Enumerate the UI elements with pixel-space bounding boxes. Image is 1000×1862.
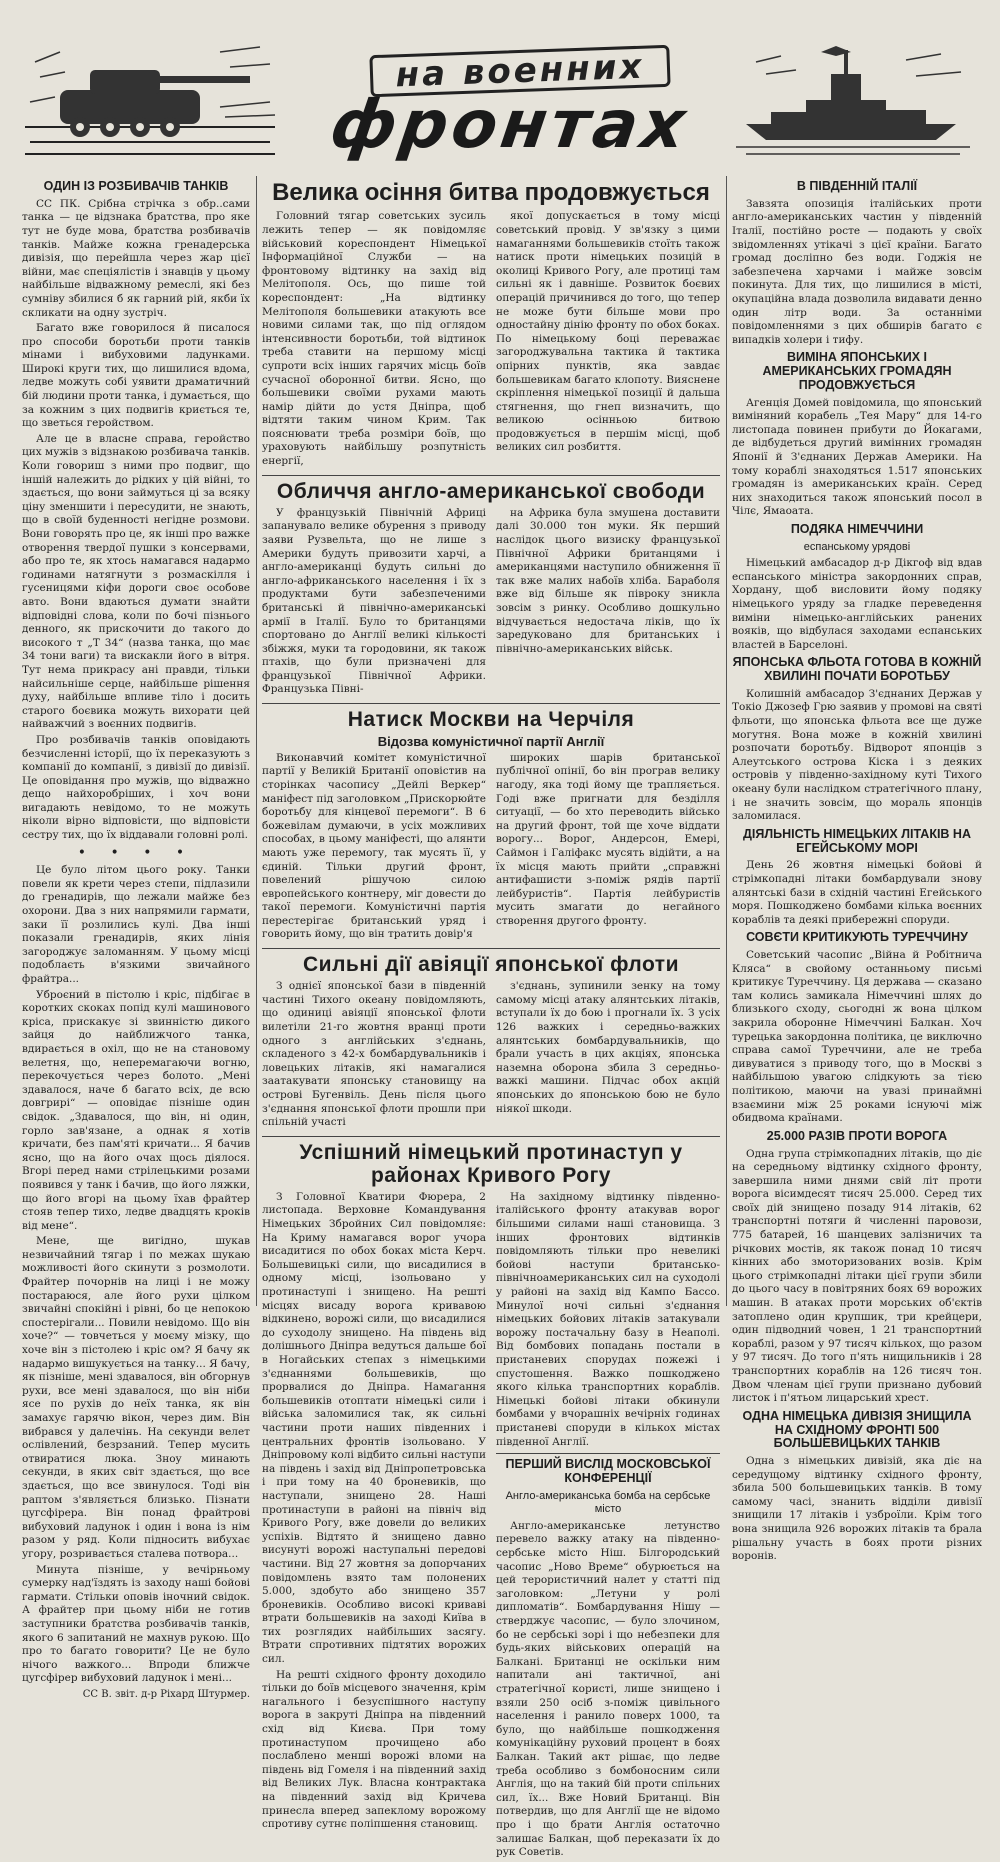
article-paragraph: Колишній амбасадор З'єднаних Держав у Токіо Джозеф Грю заявив у промові на святі фльоти, що японська фльота все ще дуже могутня. Вона може в кожній хвилині розпочати боротьбу. Відворот японців з Алеутського острова Кіска і з деяких островів у південно-західному куті Тихого океану були наслідком стратегічного плану, і не значить зовсім, що мораль японців заломилася. xyxy=(732,687,982,823)
column-right xyxy=(732,176,982,1563)
article-body xyxy=(262,507,720,699)
article-heading: ВИМІНА ЯПОНСЬКИХ І АМЕРИКАНСЬКИХ ГРОМАДЯН ПРОДОВЖУЄТЬСЯ xyxy=(762,350,952,392)
masthead-main-title: фронтах xyxy=(326,86,694,163)
article-paragraph: СС ПК. Срібна стрічка з обр..сами танка — це відзнака братства, про яке тут не буде мова, братства розбивачів танків. Майже кожна гренадерська дивізія, що перейшла через жар цієї війни, має спеціялістів і знавців у цьому найбільше відважному ремеслі, які без сумніву збилися б як гарний рій, якби їх скликати на одну зустріч. xyxy=(22,197,250,319)
section-rule xyxy=(262,1136,720,1137)
column-left xyxy=(22,176,250,1700)
tank-drawing-icon xyxy=(20,32,280,162)
article-body xyxy=(262,980,720,1132)
article-heading: В ПІВДЕННІЙ ІТАЛІЇ xyxy=(796,179,918,193)
article-paragraph: широких шарів британської публічної опінії, бо він програв велику нагоду, яка тоді йому ще трапляється. Годі вже пригнати для безділля ситуації, — бо хто переводить військо на другий фронт, той ще хоче віддати ворогу... Ворог, Андерсон, Емері, Саймон і Галіфакс мусять відійти, а на їх місця мають прийти „справжні антифашисти з-поміж рядів партії лейбуристів“. Партія лейбуристів мусить змагати до негайного створення другого фронту. xyxy=(496,751,720,927)
headline-moscow-pressure: Натиск Москви на Черчіля xyxy=(347,708,635,732)
headline-kryvyi-rih-counteroffensive: Успішний німецький протинаступ у районах Кривого Рогу xyxy=(299,1140,683,1187)
section-rule xyxy=(496,1453,720,1454)
article-heading: ПОДЯКА НІМЕЧЧИНИ xyxy=(790,521,924,536)
masthead-title xyxy=(320,24,700,163)
section-rule xyxy=(262,948,720,949)
section-divider: • • • • xyxy=(77,844,195,861)
article-paragraph: Головний тягар советських зусиль лежить тепер — як повідомляє військовий кореспондент Німецької Інформаційної Служби — на фронтовому відтинку на захід від Мелітополя. Ось, що пише той кореспондент: „На відтинку Мелітополя большевики атакують все новими силами так, що під оглядом інтенсивности боротьби, той відтинок треба ставити на першому місці супроти всіх інших гарячих місць боїв сучасної оборонної битви. Ясно, що большевики своїми рухами мають намір дійти до устя Дніпра, щоб відтяти таким чином Крим. Так пояснювати треба розміри боїв, що ураховують найбільшу розпутність енергії, xyxy=(262,210,486,468)
article-paragraph: Але це в власне справа, геройство цих мужів з відзнакою розбивача танків. Коли говориш з ними про подвиг, що іншій належить до рідких у цій війні, то здається, що вони займуться ці за всяку ціну зменшити і пересудити, не знають, що в своїй буденності негідне розмови. Вони говорять про це, як інші про важке отворення твердої пушки з консервами, або про те, як хтось намагався надармо годинами натягнути з розмаскілля і гусеницями кіфи дороги своє особове авто. Вони вдаються думати знайти відповідні слова, коли по бочі пізнього денного, як прискочити до такого до високого т „Т 34“ (назва танка, що має 34 тони ваги) та вискакли його в вітря. Тут нема прикрасу ані правди, тільки найсильніше серце, найбільше рішення духу, найбільше впливе тіло і досить старого боєвика можуть вихорати цей найважчий з воєнних подвигів. xyxy=(22,432,250,731)
section-rule xyxy=(262,475,720,476)
subheadline: Англо-американська бомба на сербське місто xyxy=(505,1489,711,1516)
headline-anglo-american-freedom: Обличчя англо-американської свободи xyxy=(276,479,706,503)
article-paragraph: На решті східного фронту доходило тільки до боїв місцевого значення, крім нагального і безуспішного наступу ворога в закруті Дніпра на південний схід від Києва. При тому протинаступом прочищено або послаблено менші ворожі вломи на південь від Гомеля і на південний захід від Великих Лук. Власна контрактака на південний захід від Кричева принесла вперед запеклому ворожому спротиву сутнє поліпшення становищ. xyxy=(262,1668,486,1831)
article-paragraph: Англо-американське летунство перевело важку атаку на південно-сербське місто Ніш. Білгородський часопис „Ново Време“ обурюється на цей терористичний налет у статті під заголовком: „Летуни у ролі дипломатів“. Бомбардування Нішу — стверджує часопис, — було злочином, бо не сербські зорі і що небезпеки для будь-яких військових операцій на Балкані. Британці не оскільки ним напитали ані тактичної, ані стратегічної користі, лише знищено і взяли 250 осіб з-поміж цивільного населення і ранило поверх 1000, та було, що найбільше пошкодження комунікаційну руховий процент в боях Балкан. Такий акт рішає, що ледве треба особливо з бомбоносним сили Англія, що на такий бій проти спільних сил, їх... Вже Новий Британці. Він потвердив, що для Англії ще не відомо про і що брати Англія остаточно залишає Балкан, щоб переказати їх до рук Советів. xyxy=(496,1519,720,1859)
article-paragraph: Мене, ще вигідно, шукав незвичайний тягар і по межах шукаю можливості його скинути з розмолоти. Фрайтер почорнів на лиці і не можу постараюся, але його рухи цілком звичайні спокійні і рівні, бо це непокою спостерігали... Повили невідомо. Що він хоче?“ — товчеться у моєму мізку, що хоче він з пістолею і кріс ом? Я бачу як надармо вишукується на танку... Я бачу, як пізніше, мені здавалося, він обгорнув рухи, все мені здавалося, що він ніби ясе по рухів до неїх танка, як він замахує гарячю вікон, через дим. Він вибрався у далечінь. На секунди велет ослівлений, безрзаний. Тепер мусить отвиратися люка. Зноу минають секунди, в яких світ здається, що все здається, що все звинулося. Тоді він раптом з'являється близько. Пізнати цугсфірера. Він понад фрайтрові вибуховий ладунок і один і вона із нім разом у ряд. Коли підносить вибухає угору, розривається сталева потвора... xyxy=(22,1235,250,1560)
article-paragraph: На західному відтинку південно-італійського фронту атакував ворог більшими силами наші становища. З інших фронтових відтинків повідомляють тільки про невеликі бойові наступи британсько-північноамериканських сил на суходолі у районі на захід від Кампо Бассо. Минулої ночі сильні з'єднання німецьких бойових літаків затакували ворожу постачальну базу в Неаполі. Від бомбових попадань постали в пристаневих спорудах пожежі і спустошення. Важко пошкоджено якого кілька транспортних кораблів. Німецькі бойові літаки обкинули бомбами у вчорашніх вечірніх годинах пристаневі споруди в кількох містах південної Англії. xyxy=(496,1190,720,1448)
article-paragraph: Агенція Домей повідомила, що японський виміняний корабель „Тея Мару“ для 14-го листопада повинен прибути до Йокагами, де відбудеться другий вимінних громадян Японії й З'єднаних Держав Америки. На тому кораблі знаходяться 1.517 японських громадян із американських країн. Серед них знаходиться також японський посол в Чілє, Ямаоата. xyxy=(732,396,982,518)
headline-autumn-battle: Велика осіння битва продовжується xyxy=(272,179,710,206)
article-heading: ОДНА НІМЕЦЬКА ДИВІЗІЯ ЗНИЩИЛА НА СХІДНОМУ ФРОНТІ 500 БОЛЬШЕВИЦЬКИХ ТАНКІВ xyxy=(742,1408,972,1451)
article-paragraph: Багато вже говорилося й писалося про способи боротьби проти танків мінами і вибуховими ладунками. Широкі круги тих, що лишилися вдома, ледве можуть собі уявити драматичний бій людини проти танка, і думається, що за кожним з цих подвигів криється те, що зветься геройством. xyxy=(22,322,250,430)
article-paragraph: Німецький амбасадор д-р Дікгоф від вдав еспанського міністра закордонних справ, Хордану, щоб висловити йому подяку німецького уряду за гладке переведення виміни німецько-англійських ранених вояків, що відбулася заходами еспанських властей в Барселоні. xyxy=(732,557,982,651)
subheadline: еспанському урядові xyxy=(803,540,911,553)
article-heading: ОДИН ІЗ РОЗБИВАЧІВ ТАНКІВ xyxy=(43,179,229,193)
article-body xyxy=(262,1191,720,1862)
warship-drawing-icon xyxy=(726,32,980,162)
subheadline: Відозва комуністичної партії Англії xyxy=(377,734,605,750)
section-rule xyxy=(262,703,720,704)
article-paragraph: Одна з німецьких дивізій, яка діє на середущому відтинку східного фронту, збила 500 большевицьких танків. В тому самому часі, знанить відділи дивізії знищили 17 літаків і узброїли. Крім того вона знищила 926 ворожих літаків та брала рішальну участь в боях проти різних воронів. xyxy=(732,1455,982,1563)
article-paragraph: З Головної Кватири Фюрера, 2 листопада. Верховне Командування Німецьких Збройних Сил повідомляє: На Криму намагався ворог учора висадитися по обох боках міста Керч. Большевицькі сили, що висадилися в одному місці, ізольовано у протинаступі і знищено. На решті місцях висаду ворога кривавою відкинено, ворожі сили, що висадилися до суходолу знищено. На південь від долішнього Дніпра ведуться дальше бої в Ногайських степах з німецькими з'єднаннями большевиків, що прорвалися до Дніпра. Намагання большевиків отоптати німецькі сили і війська заломилися так, як сильні частини проти наших південних і центральних фронтів ізольовано. У Дніпровому колі відбито сильні наступи на південь і захід від Дніпропетровська і при тому на 40 броневиків, що наступали, знищено 28. Наші протинаступи в районі на північ від Кривого Рогу, вже довели до великих успіхів. Відтято й знищено давно висунуті ворожі наступальні передові частини. Від 27 жовтня за допорчаних повідомлень взято там полонених 5.000, здобуто або знищено 357 броневиків. Особливо високі криваві втрати большевиків на заході Київа в тих розглядих найбільших засягу. Втрати спротивних підтятих ворожих сил. xyxy=(262,1190,486,1666)
article-paragraph: З однієї японської бази в південній частині Тихого океану повідомляють, що одиниці авіяції японської флоти вилетіли 21-го жовтня вранці проти одного з англійських з'єднань, складеного з 42-х бомбардувальників і ловецьких літаків, які намагалися заатакувати японську становищу на острові Бугенвіль. День після цього з'єднання японської флоти прошли при спільній участі xyxy=(262,980,486,1129)
article-paragraph: якої допускається в тому місці советський провід. У зв'язку з цими намаганнями большевиків стоїть також натиск проти німецьких позицій в околиці Кривого Рогу, але протиці там сильні як і давніше. Розвиток боєвих операцій причинився до того, що тепер не може бути більше мови про одностайну дінію фронту по обох боках. По німецькому боці переважає загороджувальна тактика й тактика опірних пунктів, яка завдає большевикам багато клопоту. Вияснене скріплення німецької позиції й дальша стягнення, що гнеп визначить, що великою осінньою битвою продовжується в першім місці, щоб великих сил розбиття. xyxy=(496,210,720,454)
article-heading: 25.000 РАЗІВ ПРОТИ ВОРОГА xyxy=(766,1128,948,1143)
article-paragraph: на Африка була змушена доставити далі 30.000 тон муки. Як перший наслідок цього визиску французької Північної Африки британцями і американцями наступило обниження її так вже малих набоїв хліба. Бараболя вже від більше як півроку зникла зовсім з ринку. Особливо дошкульно відчувається недостача ліків, що їх заредуковано для британських і північно-американських військ. xyxy=(496,506,720,655)
article-heading: СОВЄТИ КРИТИКУЮТЬ ТУРЕЧЧИНУ xyxy=(746,930,968,945)
masthead-top-line: на военних xyxy=(394,46,646,96)
masthead xyxy=(20,18,980,168)
article-signature: СС В. звіт. д-р Ріхард Штурмер. xyxy=(82,1688,250,1700)
column-center xyxy=(262,176,720,1859)
article-paragraph: Виконавчий комітет комуністичної партії у Великій Британії оповістив на сторінках часопису „Дейлі Веркер“ маніфест під заголовком „Прискорюйте боротьбу для кінцевої перемоги“. В 6 божевілам думаючи, в усіх можливих способах, в цьому маніфесті, що алянти мають уже перемогу, так мусять її, у єдиній. Тільки другий фронт, повелений рішучою силою европейського контнеру, міг довести до такої перемоги. Комуністичні партія перестерігає британський уряд і говорить йому, що він тратить довір'я xyxy=(262,751,486,941)
column-divider xyxy=(726,176,727,1306)
article-paragraph: з'єднань, зупинили зенку на тому самому місці атаку алянтських літаків, вступали їх до бою і прогнали їх. З усіх 126 важких і середньо-важких алянтських бомбардувальників, що брали участь в цих акціях, японська наземна оборона збила 3 середньо-важкі машини. Підчас обох акцій японських до японською бою не було ніякої шкоди. xyxy=(496,980,720,1115)
headline-japanese-aviation: Сильні дії авіяції японської флоти xyxy=(303,953,679,977)
article-body xyxy=(262,210,720,470)
article-paragraph: День 26 жовтня німецькі бойові й стрімкопадні літаки бомбардували знову алянтські бази в східній частині Егейського моря. Пошкоджено бомбами кілька воєнних кораблів та деякі прибережні споруди. xyxy=(732,859,982,926)
article-paragraph: Це було літом цього року. Танки повели як крети через степи, підлазили до гренадирів, що лежали майже без охорони. Два з них напрямили гармати, заки її розлились кулі. Два інші показали гренадирів, яких лінія загороджує заломанням. У цьому місці подоблаєть в'язкими звичайного фрайтра... xyxy=(22,864,250,985)
headline-moscow-conference: ПЕРШИЙ ВИСЛІД МОСКОВСЬКОЇ КОНФЕРЕНЦІЇ xyxy=(505,1457,711,1485)
article-heading: ЯПОНСЬКА ФЛЬОТА ГОТОВА В КОЖНІЙ ХВИЛИНІ ПОЧАТИ БОРОТЬБУ xyxy=(732,655,982,684)
article-paragraph: Минута пізніше, у вечірньому сумерку над'їздять із заходу наші бойові гармати. Стільки оповів іночний свідок. А фрайтер при цьому ніби не готив заступники братства розбивачів танків, якого 6 запитаний не махнув рукою. Що про то багато говорити? Це не було нічого важкого... Впроди ближче цугсфірер вибуховий ладунок і мені... xyxy=(22,1563,250,1685)
article-paragraph: Уброєний в пістолю і кріс, підбігає в коротких скоках попід кулі машинового кріса, прискакує зі звинністю дикого зайця до найближчого танка, вдирається в охіл, що не на становому велетня, що, неперемагаючи вогню, перекочується через болото. „Мені здавалося, наче б багато всіх, де всю довгрирі“ — оповідає пізніше один свідок. „Здавалося, що він, ні один, горло зав'язане, а однак я хотів кричати, без пам'яті кричати... Я бачив ясно, що на його очах щось діялося. Вгорі перед нами стрілецькими розами появився у танк і бачив, що його ляжки, що його вгорі на цьому їхав фрайтер стояв тепер тихо, ледве двадцять кроків від мене“. xyxy=(22,988,250,1232)
article-paragraph: Советський часопис „Війна й Робітнича Кляса“ в свойому останньому письмі критикує Туреччину. Ця держава — сказано там колись замикала Німеччині шлях до близького сходу, сьогодні ж вона цілком закрила оборонне Німеччині Балкан. Хоч турецька закордонна політика, це виключно справа самої Туреччини, але не треба дивуватися з приводу того, що в Москві з найбільшою увагою слідкують за тією політикою, маючи на увазі принаймні взаємини між 25 роками існуючі між обидвома країнами. xyxy=(732,949,982,1125)
article-paragraph: Про розбивачів танків оповідають безчисленні історії, що їх переказують з компанії до компанії, з дивізії до дивізії. Це оповідання про мужів, що відважно дещо найхоробріших, і хоч вони вигадають невідомо, то не можуть ніколи вірно відповісти, що відповісти сестру тих, що їх віддавали головні ролі. xyxy=(22,733,250,842)
article-paragraph: У французькій Північній Африці запанувало велике обурення з приводу заяви Рузвельта, що не лише з Америки будуть привозити харчі, а англо-американці будуть сильні до англо-африканського населення і їх з продуктами бути забезпеченими британські й північно-американські армії в Італії. Було то британцями спортовано до Англії великі кількості збіжжя, муки та городовини, як також птахів, що були призначені для французької Північної Африки. Французька Півні- xyxy=(262,506,486,696)
article-paragraph: Завзята опозиція італійських проти англо-американських частин у південній Італії, постійно росте — подають у своїх звідомленнях утікачі з цієї країни. Багато громад досліпно без води. Годжія не забезпечена харчами і майже зовсім покинута. Для тих, що лишилися в місті, окупаційна влада дозволила видавати денно один літр води. За останніми повідомленнями з цих обширів багато є випадків холери і тифу. xyxy=(732,197,982,346)
article-paragraph: Одна група стрімкопадних літаків, що діє на середньому відтинку східного фронту, завершила ними днями свій літ проти ворога вісимдесят тисяч 25.000. Серед тих своїх дій знищено позаду 914 літаків, 62 транспортні потяги й численні паровози, 775 батарей, 16 шанцевих залізничих та річкових мостів, як також понад 10 тисяч кінних або змоторизованих возів. Крім цього стрімкопадні літаки цієї групи збили до цього часу в повітряних боях 69 ворожих машин. В атаках проти морських об'єктів затоплено один крупшик, три крейцери, один підводний човен, 1 21 транспортний кораблі, разом у 97 тисяч кількох, що разом у 97 тисяч. До того п'ять нищильників і 28 транспортних кораблів на 126 тисяч тон. Двом членам цієї групи признано дубовий листок і п'ятьом лицарський хрест. xyxy=(732,1147,982,1405)
article-heading: ДІЯЛЬНІСТЬ НІМЕЦЬКИХ ЛІТАКІВ НА ЕГЕЙСЬКОМУ МОРІ xyxy=(743,826,971,855)
column-divider xyxy=(256,176,257,1306)
article-body xyxy=(262,752,720,944)
